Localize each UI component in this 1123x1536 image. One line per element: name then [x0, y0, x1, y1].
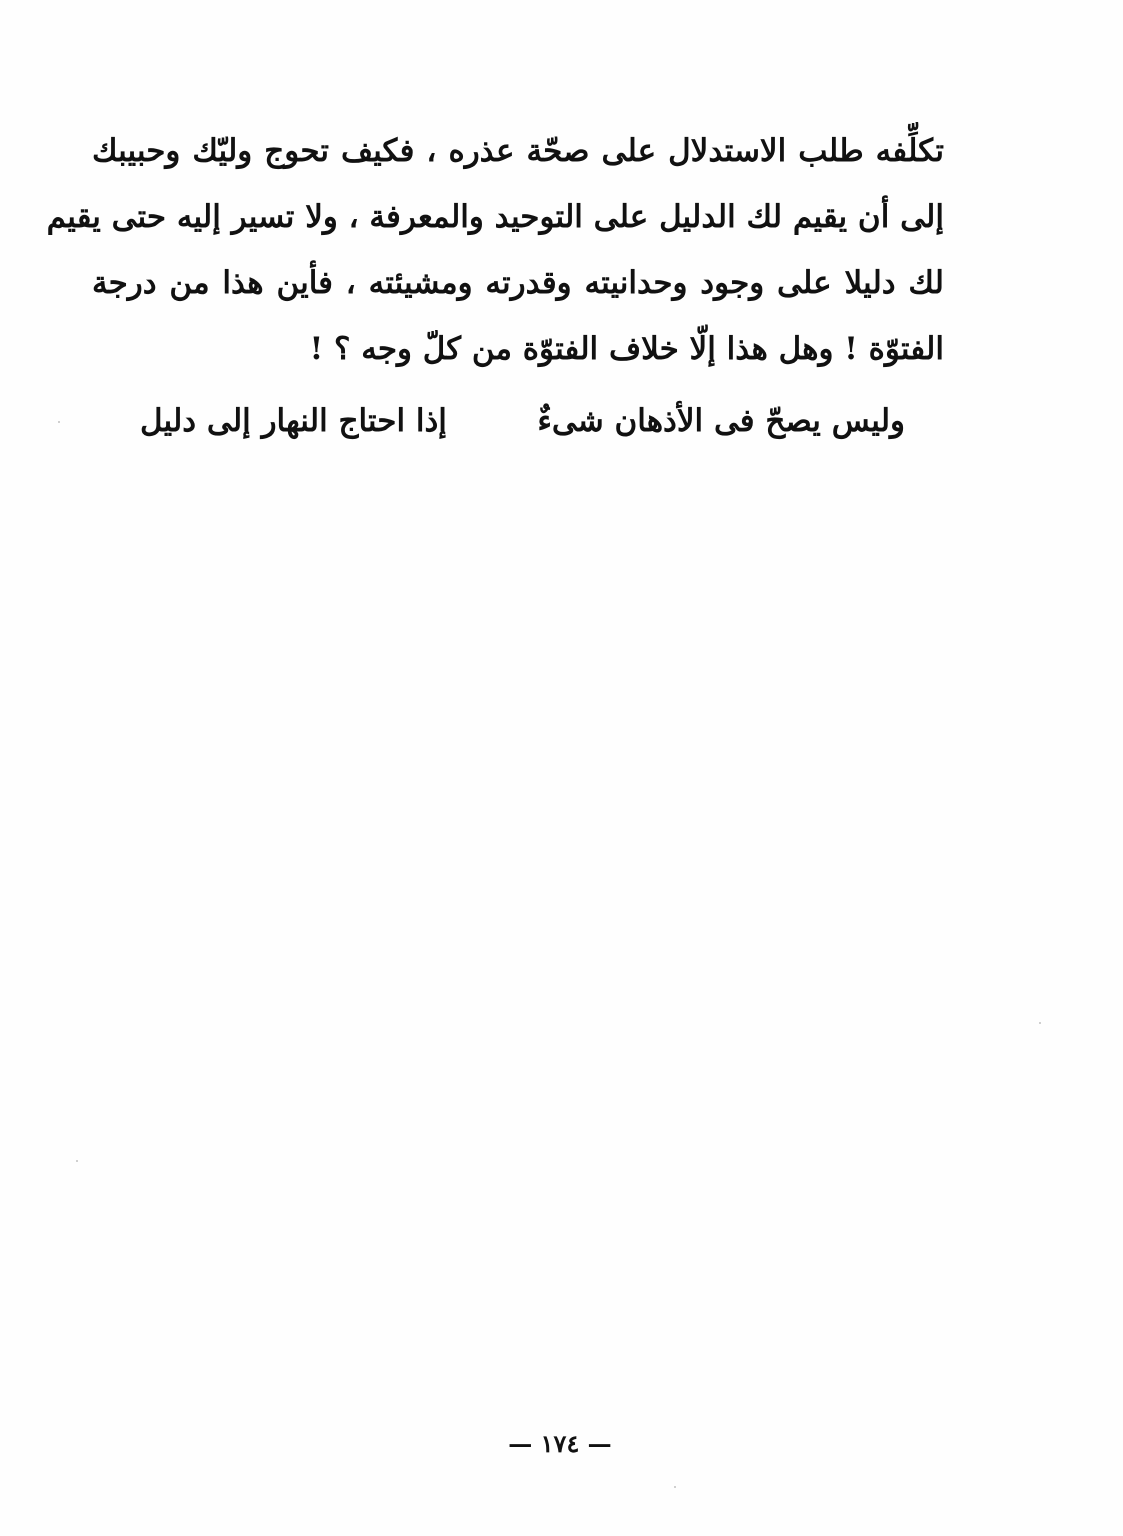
paragraph-line-2: إلى أن يقيم لك الدليل على التوحيد والمعرفة ، ولا تسير إليه حتى يقيم: [46, 199, 944, 235]
verse-first-hemistich: وليس يصحّ فى الأذهان شىءٌ: [537, 403, 905, 439]
verse-second-hemistich: إذا احتاج النهار إلى دليل: [140, 403, 447, 439]
scan-speck: [1039, 1022, 1041, 1024]
paragraph-line-1: تكلِّفه طلب الاستدلال على صحّة عذره ، فكيف تحوج وليّك وحبيبك: [92, 133, 944, 169]
main-paragraph: [46, 118, 944, 382]
page-number: — ١٧٤ —: [508, 1429, 612, 1458]
scan-speck: [76, 1160, 78, 1162]
paragraph-line-3: لك دليلا على وجود وحدانيته وقدرته ومشيئته ، فأين هذا من درجة: [92, 265, 944, 301]
scan-speck: [58, 421, 60, 423]
scan-speck: [674, 1486, 676, 1488]
poetry-verse: [140, 388, 905, 454]
paragraph-line-4: الفتوّة ! وهل هذا إلّا خلاف الفتوّة من كلّ وجه ؟ !: [309, 331, 944, 367]
